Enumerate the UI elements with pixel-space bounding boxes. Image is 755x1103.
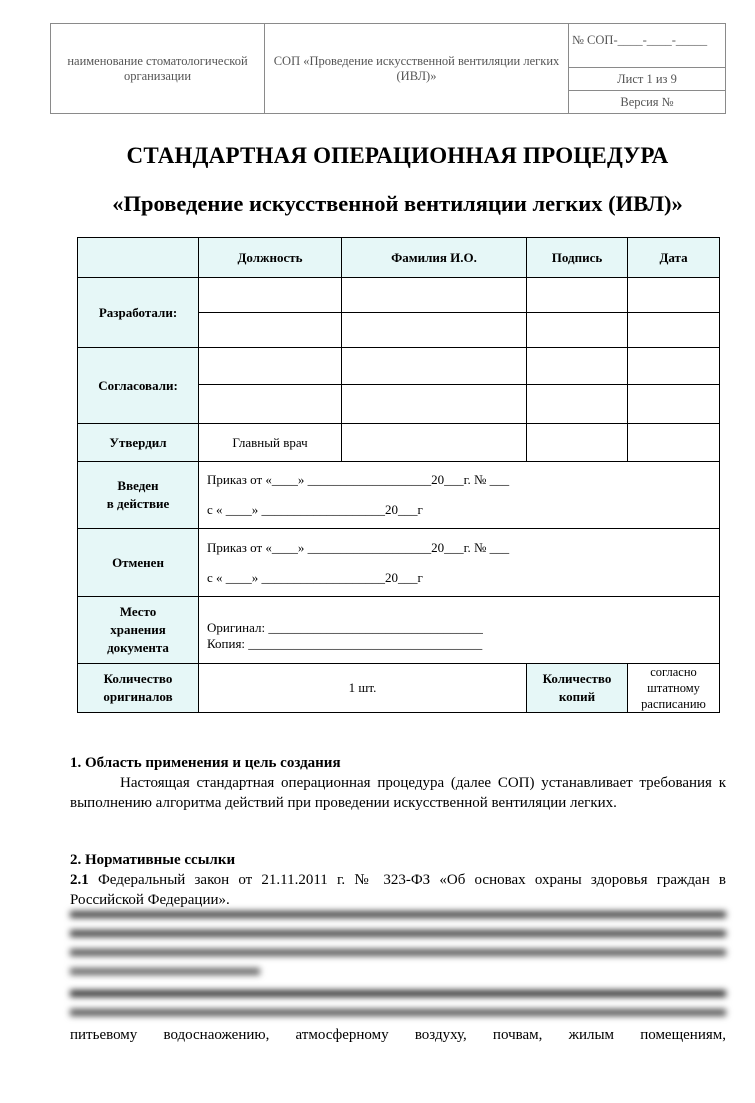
organization-name: наименование стоматологической организации bbox=[51, 24, 265, 114]
cancelled-order-line[interactable]: Приказ от «____» ___________________20___г. № ___ bbox=[207, 539, 510, 555]
developed-signature-cell[interactable] bbox=[527, 278, 628, 313]
copies-count-value: согласно штатному расписанию bbox=[628, 664, 720, 713]
document-title: СТАНДАРТНАЯ ОПЕРАЦИОННАЯ ПРОЦЕДУРА bbox=[126, 143, 669, 168]
introduced-details bbox=[199, 462, 720, 529]
storage-details bbox=[199, 597, 720, 664]
introduced-from-line[interactable]: с « ____» ___________________20___г bbox=[207, 502, 423, 517]
version-number: Версия № bbox=[569, 91, 726, 114]
agreed-name-cell[interactable] bbox=[342, 385, 527, 424]
agreed-position-cell[interactable] bbox=[199, 348, 342, 385]
copy-line[interactable]: Копия: ____________________________________ bbox=[207, 636, 483, 651]
approval-table bbox=[77, 237, 720, 713]
column-header-date: Дата bbox=[628, 238, 720, 278]
developed-date-cell[interactable] bbox=[628, 313, 720, 348]
section-2-1-text: 2.1 Федеральный закон от 21.11.2011 г. № 323-ФЗ «Об основах охраны здоровья граждан в Российской Федерации». bbox=[70, 872, 726, 908]
section-1-text: Настоящая стандартная операционная процедура (далее СОП) устанавливает требования к выполнению алгоритма действий при проведении искусственной вентиляции легких. bbox=[70, 775, 726, 811]
developed-position-cell[interactable] bbox=[199, 313, 342, 348]
cancelled-details bbox=[199, 529, 720, 597]
agreed-date-cell[interactable] bbox=[628, 385, 720, 424]
empty-header-cell bbox=[78, 238, 199, 278]
agreed-signature-cell[interactable] bbox=[527, 348, 628, 385]
agreed-signature-cell[interactable] bbox=[527, 385, 628, 424]
approved-name-cell[interactable] bbox=[342, 424, 527, 462]
introduced-order-line[interactable]: Приказ от «____» ___________________20___г. № ___ bbox=[207, 472, 510, 487]
original-line[interactable]: Оригинал: _________________________________ bbox=[207, 620, 483, 635]
row-label-storage: Место хранения документа bbox=[78, 597, 199, 664]
developed-name-cell[interactable] bbox=[342, 278, 527, 313]
row-label-developed: Разработали: bbox=[78, 278, 199, 348]
developed-date-cell[interactable] bbox=[628, 278, 720, 313]
cancelled-from-line[interactable]: с « ____» ___________________20___г bbox=[207, 569, 423, 585]
sheet-number: Лист 1 из 9 bbox=[569, 68, 726, 91]
column-header-name: Фамилия И.О. bbox=[342, 238, 527, 278]
developed-name-cell[interactable] bbox=[342, 313, 527, 348]
sop-number: № СОП-____-____-_____ bbox=[569, 24, 726, 68]
originals-count-label: Количество оригиналов bbox=[78, 664, 199, 713]
row-label-cancelled: Отменен bbox=[78, 529, 199, 597]
copies-count-label: Количество копий bbox=[527, 664, 628, 713]
section-2-heading: 2. Нормативные ссылки bbox=[70, 852, 236, 868]
column-header-signature: Подпись bbox=[527, 238, 628, 278]
agreed-position-cell[interactable] bbox=[199, 385, 342, 424]
blurred-content bbox=[70, 906, 726, 1024]
section-2-1-number: 2.1 bbox=[70, 872, 89, 888]
row-label-introduced: Введен в действие bbox=[78, 462, 199, 529]
developed-signature-cell[interactable] bbox=[527, 313, 628, 348]
row-label-approved: Утвердил bbox=[78, 424, 199, 462]
originals-count-value: 1 шт. bbox=[199, 664, 527, 713]
document-header bbox=[50, 23, 726, 114]
visible-last-line: питьевому водоснаожению, атмосферному воздуху, почвам, жилым помещениям, bbox=[70, 1027, 726, 1043]
sop-title: СОП «Проведение искусственной вентиляции легких (ИВЛ)» bbox=[265, 24, 569, 114]
row-label-agreed: Согласовали: bbox=[78, 348, 199, 424]
approved-date-cell[interactable] bbox=[628, 424, 720, 462]
agreed-date-cell[interactable] bbox=[628, 348, 720, 385]
approved-position: Главный врач bbox=[199, 424, 342, 462]
agreed-name-cell[interactable] bbox=[342, 348, 527, 385]
approved-signature-cell[interactable] bbox=[527, 424, 628, 462]
document-subtitle: «Проведение искусственной вентиляции легких (ИВЛ)» bbox=[112, 191, 683, 216]
developed-position-cell[interactable] bbox=[199, 278, 342, 313]
section-1-heading: 1. Область применения и цель создания bbox=[70, 755, 341, 771]
column-header-position: Должность bbox=[199, 238, 342, 278]
